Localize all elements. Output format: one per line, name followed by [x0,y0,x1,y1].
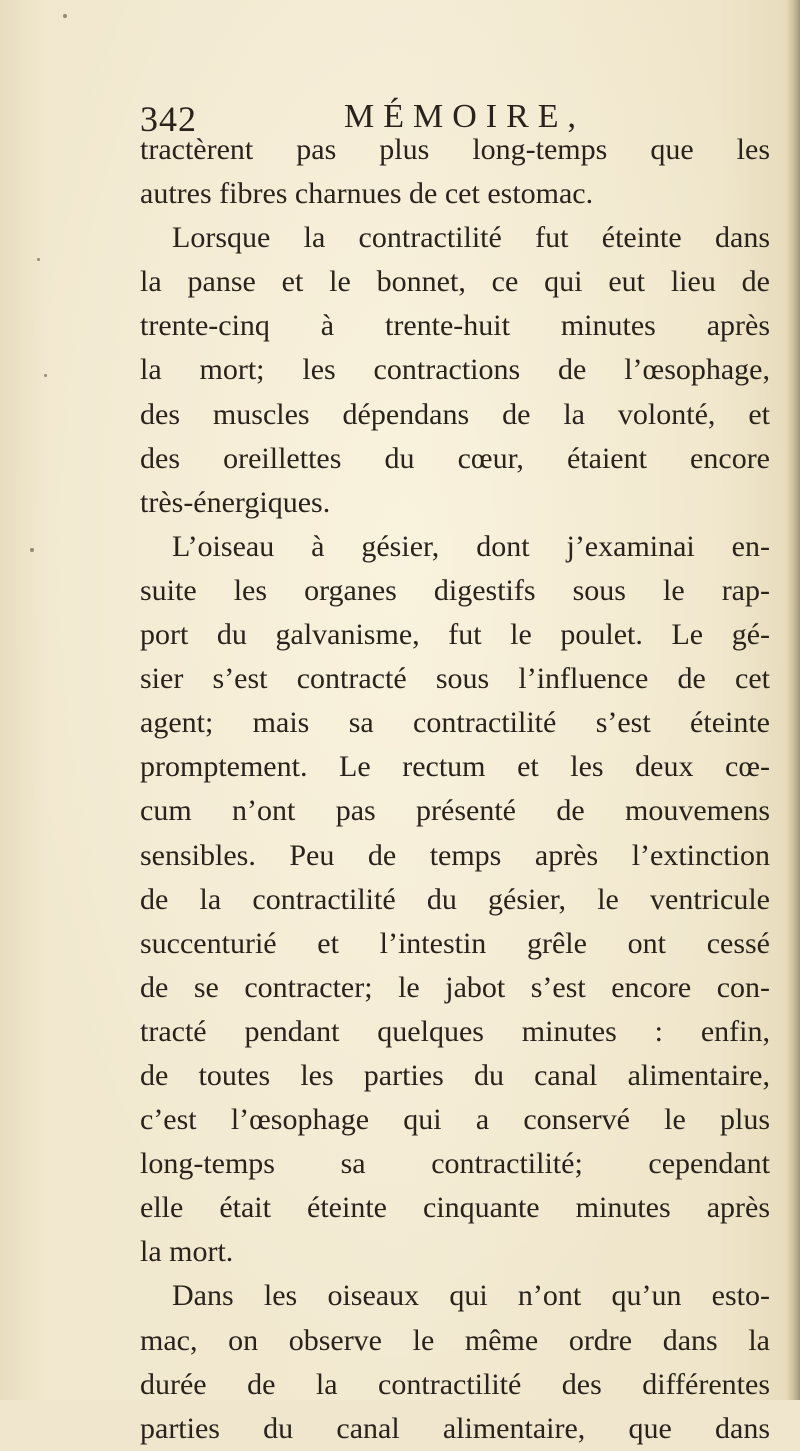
text-line: des oreillettes du cœur, étaient encore [140,441,770,475]
text-line: tracté pendant quelques minutes : enfin, [140,1014,770,1048]
ink-speck [44,374,47,377]
text-line: de se contracter; le jabot s’est encore con- [140,970,770,1004]
text-line: cum n’ont pas présenté de mouvemens [140,794,770,828]
running-head: MÉMOIRE, [344,98,586,135]
text-line: parties du canal alimentaire, que dans [140,1411,770,1445]
text-line: elle était éteinte cinquante minutes après [140,1191,770,1225]
text-line: sier s’est contracté sous l’influence de cet [140,662,770,696]
text-line: des muscles dépendans de la volonté, et [140,397,770,431]
page-edge-shadow [786,0,800,1400]
text-line: la panse et le bonnet, ce qui eut lieu de [140,265,770,299]
text-line: Dans les oiseaux qui n’ont qu’un esto- [172,1279,770,1313]
text-line: port du galvanisme, fut le poulet. Le gé- [140,618,770,652]
ink-speck [63,14,67,18]
text-line: promptement. Le rectum et les deux cœ- [140,750,770,784]
text-line: c’est l’œsophage qui a conservé le plus [140,1103,770,1137]
text-line: Lorsque la contractilité fut éteinte dans [172,221,770,255]
text-line: très-énergiques. [140,485,331,519]
text-line: mac, on observe le même ordre dans la [140,1323,770,1357]
text-line: la mort. [140,1235,234,1269]
text-line: agent; mais sa contractilité s’est éteinte [140,706,770,740]
text-line: long-temps sa contractilité; cependant [140,1147,770,1181]
body-text [140,128,770,1451]
text-line: autres fibres charnues de cet estomac. [140,177,594,211]
text-line: sensibles. Peu de temps après l’extinction [140,838,770,872]
text-line: de toutes les parties du canal alimentaire, [140,1058,770,1092]
text-line: de la contractilité du gésier, le ventricule [140,882,770,916]
text-line: succenturié et l’intestin grêle ont cessé [140,926,770,960]
text-line: la mort; les contractions de l’œsophage, [140,353,770,387]
ink-speck [37,258,40,261]
text-line: suite les organes digestifs sous le rap- [140,573,770,607]
text-line: L’oiseau à gésier, dont j’examinai en- [172,529,770,563]
text-line: trente-cinq à trente-huit minutes après [140,309,770,343]
ink-speck [30,548,34,552]
text-line: durée de la contractilité des différentes [140,1367,770,1401]
page-number: 342 [140,99,197,139]
text-line: tractèrent pas plus long-temps que les [140,133,770,166]
